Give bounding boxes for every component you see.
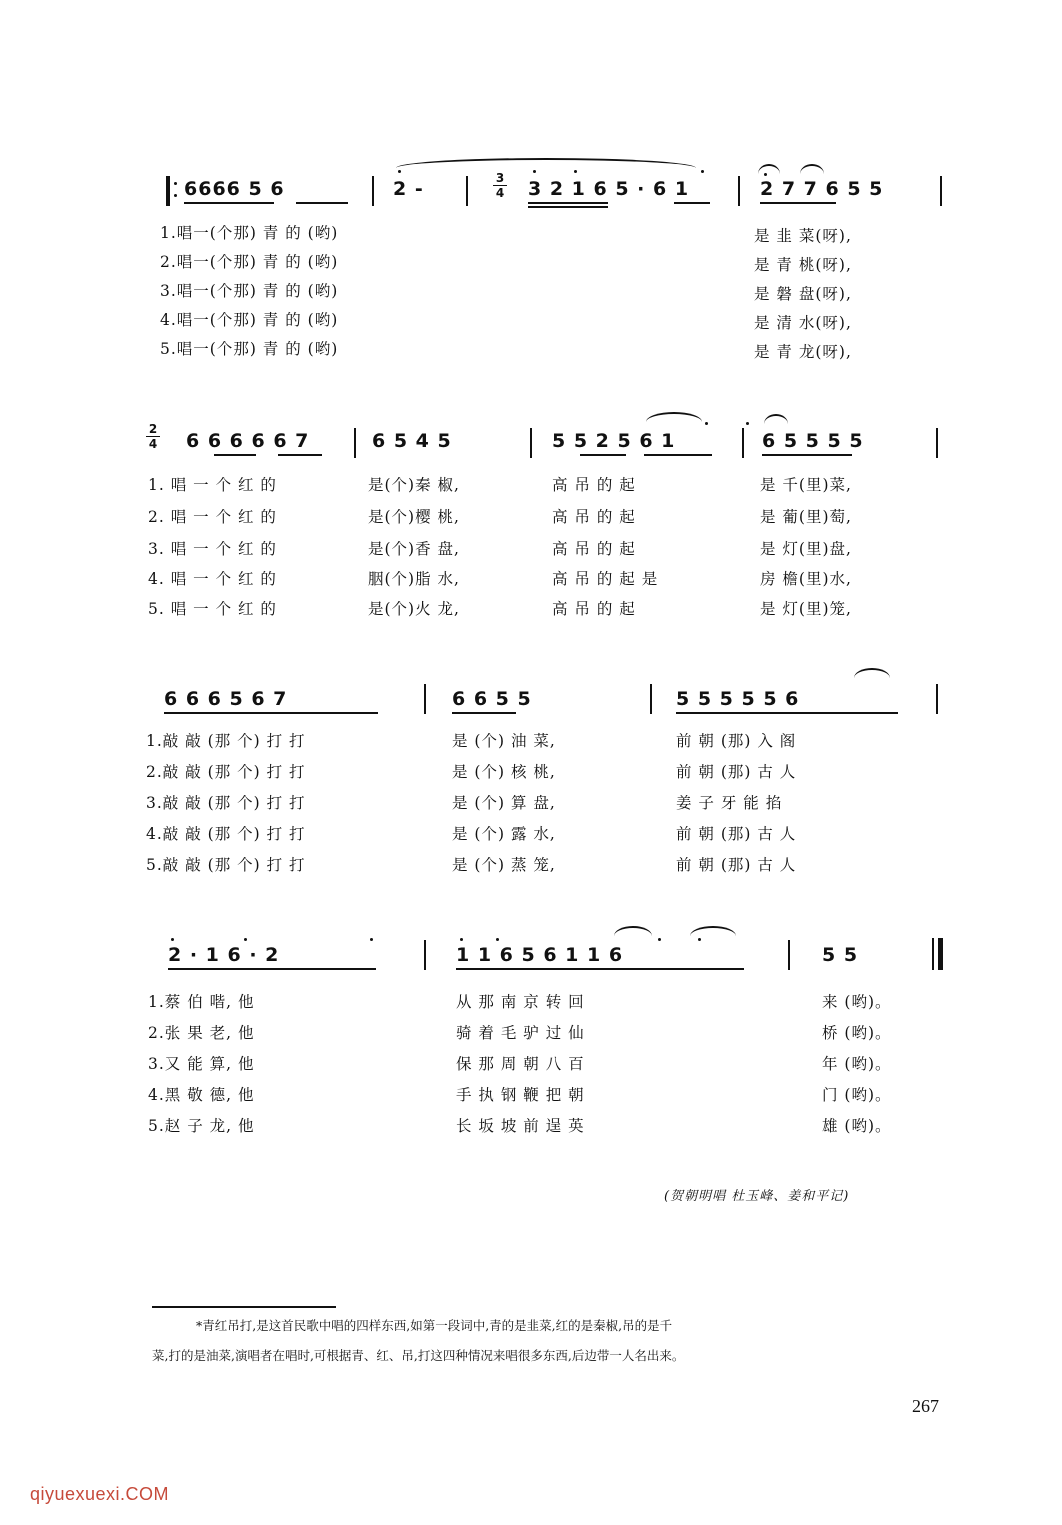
lyric-line: 4.敲 敲 (那 个) 打 打 xyxy=(146,825,306,843)
underline-beam xyxy=(528,202,608,204)
lyric-line: 高 吊 的 起 xyxy=(552,508,636,526)
time-signature-bottom: 4 xyxy=(148,437,158,451)
lyric-line: 3.又 能 算, 他 xyxy=(148,1055,255,1073)
performer-credit: (贺朝明唱 杜玉峰、姜和平记) xyxy=(664,1189,850,1204)
underline-beam xyxy=(528,206,608,208)
lyric-line: 5. 唱 一 个 红 的 xyxy=(148,600,277,618)
underline-beam xyxy=(164,712,378,714)
lyric-line: 年 (哟)。 xyxy=(822,1055,892,1073)
lyric-line: 房 檐(里)水, xyxy=(760,570,852,588)
barline xyxy=(650,684,652,714)
underline-beam xyxy=(456,968,744,970)
underline-beam xyxy=(278,454,322,456)
lyric-line: 是 韭 菜(呀), xyxy=(754,227,852,245)
lyric-line: 是 灯(里)盘, xyxy=(760,540,852,558)
notes-measure-1: 6666 5 6 xyxy=(184,178,285,200)
page-number: 267 xyxy=(912,1396,939,1416)
footnote-line: *青红吊打,是这首民歌中唱的四样东西,如第一段词中,青的是韭菜,红的是秦椒,吊的是千 xyxy=(196,1318,673,1333)
notes-measure-3: 3 2 1 6 5 · 6 1 xyxy=(528,178,690,200)
lyric-line: 高 吊 的 起 xyxy=(552,540,636,558)
lyric-line: 1.唱一(个那) 青 的 (哟) xyxy=(160,224,339,242)
octave-dot xyxy=(171,938,174,941)
notes-measure-2: 1 1 6 5 6 1 1 6 xyxy=(456,944,624,966)
lyric-line: 3.唱一(个那) 青 的 (哟) xyxy=(160,282,339,300)
notes-measure-3: 5 5 xyxy=(822,944,859,966)
lyric-line: 4. 唱 一 个 红 的 xyxy=(148,570,277,588)
underline-beam xyxy=(676,712,898,714)
lyric-line: 3.敲 敲 (那 个) 打 打 xyxy=(146,794,306,812)
lyric-line: 高 吊 的 起 xyxy=(552,600,636,618)
underline-beam xyxy=(760,202,836,204)
octave-dot xyxy=(244,938,247,941)
lyric-line: 雄 (哟)。 xyxy=(822,1117,892,1135)
octave-dot xyxy=(496,938,499,941)
underline-beam xyxy=(674,202,710,204)
footnote-line: 菜,打的是油菜,演唱者在唱时,可根据青、红、吊,打这四种情况来唱很多东西,后边带一人名出来。 xyxy=(152,1348,685,1363)
time-signature xyxy=(493,172,507,199)
barline xyxy=(940,176,942,206)
notes-measure-3: 5 5 2 5 6 1 xyxy=(552,430,676,452)
time-signature-top: 3 xyxy=(495,171,505,185)
final-barline-thick xyxy=(938,938,943,970)
octave-dot xyxy=(574,170,577,173)
lyric-line: 是 (个) 油 菜, xyxy=(452,732,556,750)
slur-arc xyxy=(396,158,696,168)
lyric-line: 来 (哟)。 xyxy=(822,993,892,1011)
lyric-line: 桥 (哟)。 xyxy=(822,1024,892,1042)
octave-dot xyxy=(698,938,701,941)
barline xyxy=(466,176,468,206)
octave-dot xyxy=(460,938,463,941)
lyric-line: 骑 着 毛 驴 过 仙 xyxy=(456,1024,585,1042)
tie-arc xyxy=(800,164,824,174)
lyric-line: 前 朝 (那) 古 人 xyxy=(676,856,797,874)
lyric-line: 是 青 桃(呀), xyxy=(754,256,852,274)
lyric-line: 高 吊 的 起 是 xyxy=(552,570,659,588)
footnote-rule xyxy=(152,1306,336,1308)
barline xyxy=(424,684,426,714)
lyric-line: 是 磐 盘(呀), xyxy=(754,285,852,303)
underline-beam xyxy=(214,454,256,456)
lyric-line: 是 (个) 算 盘, xyxy=(452,794,556,812)
lyric-line: 保 那 周 朝 八 百 xyxy=(456,1055,585,1073)
barline xyxy=(788,940,790,970)
repeat-dot-upper xyxy=(174,182,177,185)
notes-measure-1: 6 6 6 5 6 7 xyxy=(164,688,288,710)
time-signature-top: 2 xyxy=(148,422,158,436)
barline xyxy=(936,428,938,458)
lyric-line: 是 (个) 蒸 笼, xyxy=(452,856,556,874)
barline xyxy=(424,940,426,970)
notes-measure-2: 6 6 5 5 xyxy=(452,688,532,710)
site-watermark: qiyuexuexi.COM xyxy=(30,1484,170,1504)
time-signature-bottom: 4 xyxy=(495,186,505,200)
notes-measure-2: 2 - xyxy=(393,178,424,200)
octave-dot xyxy=(398,170,401,173)
lyric-line: 是 灯(里)笼, xyxy=(760,600,852,618)
octave-dot xyxy=(764,173,767,176)
barline xyxy=(738,176,740,206)
notes-measure-4: 2 7 7 6 5 5 xyxy=(760,178,884,200)
notes-measure-1: 6 6 6 6 6 7 xyxy=(186,430,310,452)
lyric-line: 是 清 水(呀), xyxy=(754,314,852,332)
notes-measure-1: 2 · 1 6 · 2 xyxy=(168,944,280,966)
time-signature xyxy=(146,423,160,450)
repeat-dot-lower xyxy=(174,194,177,197)
lyric-line: 1.敲 敲 (那 个) 打 打 xyxy=(146,732,306,750)
underline-beam xyxy=(452,712,516,714)
barline xyxy=(372,176,374,206)
octave-dot xyxy=(370,938,373,941)
breath-mark xyxy=(746,422,749,425)
lyric-line: 3. 唱 一 个 红 的 xyxy=(148,540,277,558)
slur-arc xyxy=(690,926,736,936)
lyric-line: 是 葡(里)萄, xyxy=(760,508,852,526)
lyric-line: 5.唱一(个那) 青 的 (哟) xyxy=(160,340,339,358)
lyric-line: 从 那 南 京 转 回 xyxy=(456,993,585,1011)
underline-beam xyxy=(762,454,852,456)
underline-beam xyxy=(580,454,626,456)
lyric-line: 4.黑 敬 德, 他 xyxy=(148,1086,255,1104)
lyric-line: 前 朝 (那) 古 人 xyxy=(676,825,797,843)
barline xyxy=(530,428,532,458)
lyric-line: 是 (个) 露 水, xyxy=(452,825,556,843)
lyric-line: 胭(个)脂 水, xyxy=(368,570,460,588)
lyric-line: 是(个)樱 桃, xyxy=(368,508,460,526)
lyric-line: 门 (哟)。 xyxy=(822,1086,892,1104)
barline xyxy=(354,428,356,458)
tie-arc xyxy=(758,164,780,174)
lyric-line: 是 (个) 核 桃, xyxy=(452,763,556,781)
slur-arc xyxy=(854,668,890,678)
lyric-line: 手 执 钢 鞭 把 朝 xyxy=(456,1086,585,1104)
repeat-start-barline xyxy=(166,176,170,206)
final-barline-thin xyxy=(932,938,934,970)
octave-dot xyxy=(705,422,708,425)
underline-beam xyxy=(644,454,712,456)
lyric-line: 2.敲 敲 (那 个) 打 打 xyxy=(146,763,306,781)
notes-measure-3: 5 5 5 5 5 6 xyxy=(676,688,800,710)
octave-dot xyxy=(533,170,536,173)
lyric-line: 前 朝 (那) 古 人 xyxy=(676,763,797,781)
lyric-line: 1. 唱 一 个 红 的 xyxy=(148,476,277,494)
underline-beam xyxy=(184,202,274,204)
slur-arc xyxy=(614,926,652,936)
lyric-line: 2.唱一(个那) 青 的 (哟) xyxy=(160,253,339,271)
lyric-line: 2.张 果 老, 他 xyxy=(148,1024,255,1042)
lyric-line: 是 千(里)菜, xyxy=(760,476,852,494)
underline-beam xyxy=(168,968,376,970)
lyric-line: 是 青 龙(呀), xyxy=(754,343,852,361)
barline xyxy=(936,684,938,714)
underline-beam xyxy=(296,202,348,204)
lyric-line: 长 坂 坡 前 逞 英 xyxy=(456,1117,585,1135)
octave-dot xyxy=(701,170,704,173)
lyric-line: 前 朝 (那) 入 阁 xyxy=(676,732,797,750)
tie-arc xyxy=(764,414,788,424)
slur-arc xyxy=(646,412,702,422)
lyric-line: 5.敲 敲 (那 个) 打 打 xyxy=(146,856,306,874)
lyric-line: 是(个)秦 椒, xyxy=(368,476,460,494)
lyric-line: 1.蔡 伯 喈, 他 xyxy=(148,993,255,1011)
notes-measure-4: 6 5 5 5 5 xyxy=(762,430,864,452)
lyric-line: 2. 唱 一 个 红 的 xyxy=(148,508,277,526)
lyric-line: 是(个)火 龙, xyxy=(368,600,460,618)
lyric-line: 5.赵 子 龙, 他 xyxy=(148,1117,255,1135)
lyric-line: 是(个)香 盘, xyxy=(368,540,460,558)
lyric-line: 4.唱一(个那) 青 的 (哟) xyxy=(160,311,339,329)
octave-dot xyxy=(658,938,661,941)
lyric-line: 高 吊 的 起 xyxy=(552,476,636,494)
barline xyxy=(742,428,744,458)
lyric-line: 姜 子 牙 能 掐 xyxy=(676,794,783,812)
notes-measure-2: 6 5 4 5 xyxy=(372,430,452,452)
